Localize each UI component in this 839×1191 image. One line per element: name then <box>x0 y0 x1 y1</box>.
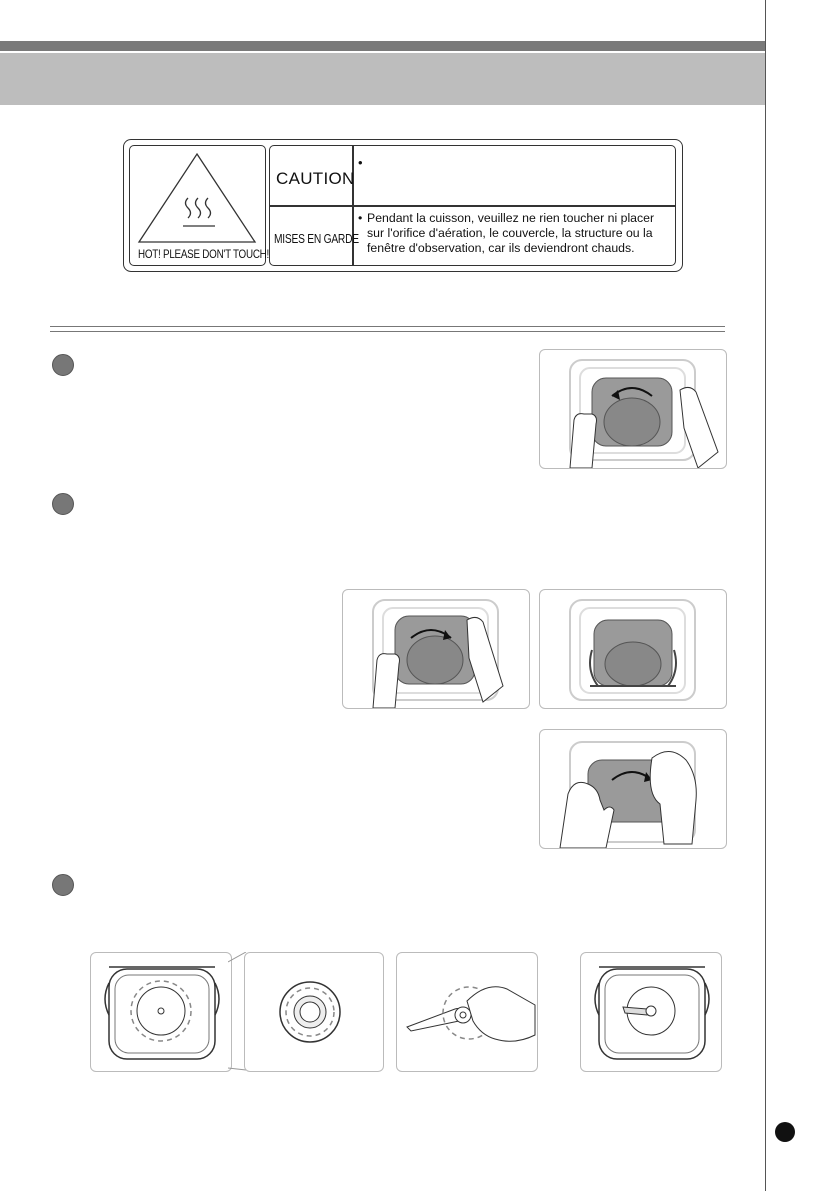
section-rule-bottom <box>50 331 725 332</box>
french-warning-line-3: fenêtre d'observation, car ils deviendront chauds. <box>367 241 635 255</box>
hands-turning-pan-clockwise-icon <box>343 590 529 708</box>
illustration-blade-mounted <box>580 952 722 1072</box>
illustration-attach-blade <box>396 952 538 1072</box>
caution-bullet: • <box>358 155 363 170</box>
step-1-marker <box>52 354 74 376</box>
mises-en-garde-heading: MISES EN GARDE <box>274 232 359 246</box>
french-warning-bullet: • <box>358 211 363 225</box>
blade-mounted-in-pan-icon <box>581 953 721 1071</box>
page-right-rule <box>765 0 766 1191</box>
french-warning-text <box>358 211 674 256</box>
oven-mitts-turning-pan-icon <box>540 730 726 848</box>
illustration-insert-pan <box>342 589 530 709</box>
caution-heading: CAUTION <box>276 169 355 188</box>
illustration-shaft-closeup <box>244 952 384 1072</box>
section-rule-top <box>50 326 725 327</box>
caution-divider-vertical <box>352 146 354 265</box>
illustration-pan-seated <box>539 589 727 709</box>
pan-bottom-view-icon <box>91 953 231 1071</box>
kneading-shaft-closeup-icon <box>245 953 383 1071</box>
french-warning-line-2: sur l'orifice d'aération, le couvercle, la structure ou la <box>367 226 653 240</box>
header-rule <box>0 41 765 51</box>
hot-warning-text: HOT! PLEASE DON'T TOUCH! <box>138 247 270 261</box>
header-band <box>0 53 765 105</box>
hands-turning-pan-icon <box>540 350 726 468</box>
illustration-remove-pan <box>539 349 727 469</box>
hot-warning-panel <box>129 145 270 266</box>
french-warning-line-1: Pendant la cuisson, veuillez ne rien toucher ni placer <box>367 211 655 225</box>
hand-attaching-blade-icon <box>397 953 537 1071</box>
step-3-marker <box>52 874 74 896</box>
caution-divider-horizontal <box>270 205 675 207</box>
pan-in-chamber-icon <box>540 590 726 708</box>
illustration-oven-mitts <box>539 729 727 849</box>
caution-label <box>123 139 683 272</box>
caution-text-panel <box>269 145 676 266</box>
page-number-marker <box>775 1122 795 1142</box>
step-2-marker <box>52 493 74 515</box>
illustration-pan-bottom <box>90 952 232 1072</box>
